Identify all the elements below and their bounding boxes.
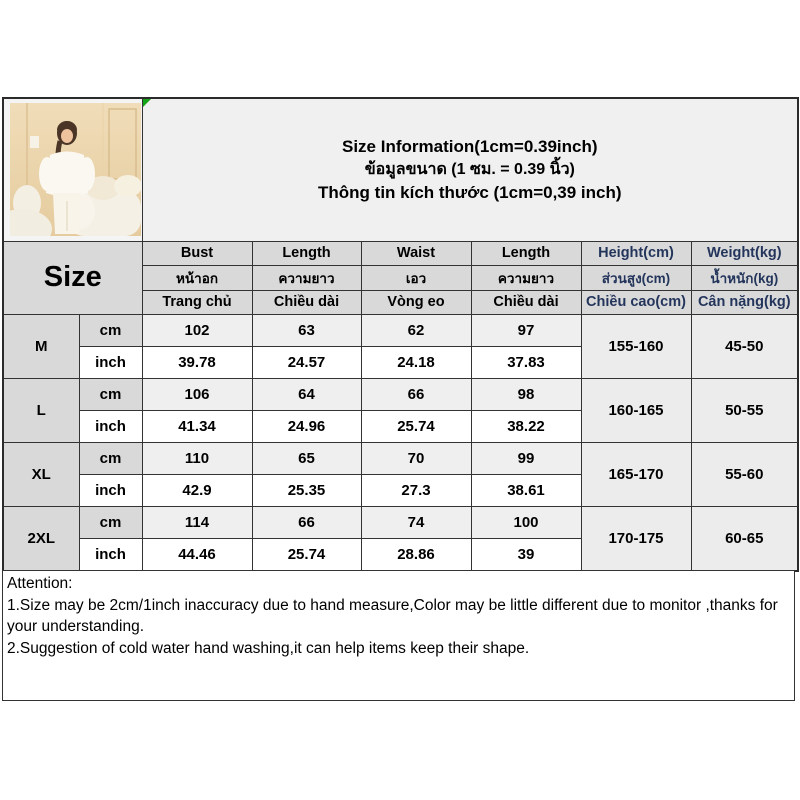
value-cell: 62 [361, 314, 471, 346]
value-cell: 70 [361, 442, 471, 474]
header-length2-th: ความยาว [471, 265, 581, 290]
header-height-vi: Chiều cao(cm) [581, 290, 691, 314]
value-cell: 42.9 [142, 474, 252, 506]
header-waist-vi: Vòng eo [361, 290, 471, 314]
header-length1-vi: Chiều dài [252, 290, 361, 314]
header-height-en: Height(cm) [581, 241, 691, 265]
value-cell: 114 [142, 506, 252, 538]
value-cell: 110 [142, 442, 252, 474]
unit-cell-cm: cm [79, 378, 142, 410]
value-cell: 102 [142, 314, 252, 346]
value-cell: 38.61 [471, 474, 581, 506]
value-cell: 98 [471, 378, 581, 410]
header-weight-th: น้ำหนัก(kg) [691, 265, 798, 290]
size-row-2xl: 2XL [3, 506, 79, 571]
value-cell: 39 [471, 538, 581, 571]
attention-note-1: 1.Size may be 2cm/1inch inaccuracy due to hand measure,Color may be little different due to monitor ,thanks for your understanding. [7, 596, 778, 635]
value-cell: 97 [471, 314, 581, 346]
value-cell: 74 [361, 506, 471, 538]
title-vietnamese: Thông tin kích thước (1cm=0,39 inch) [318, 183, 622, 203]
value-cell: 39.78 [142, 346, 252, 378]
height-range-cell: 160-165 [581, 378, 691, 442]
weight-range-cell: 55-60 [691, 442, 798, 506]
value-cell: 38.22 [471, 410, 581, 442]
title-thai: ข้อมูลขนาด (1 ซม. = 0.39 นิ้ว) [364, 161, 575, 179]
title-cell [142, 98, 798, 241]
header-waist-en: Waist [361, 241, 471, 265]
unit-cell-inch: inch [79, 346, 142, 378]
height-range-cell: 170-175 [581, 506, 691, 571]
header-length1-th: ความยาว [252, 265, 361, 290]
value-cell: 99 [471, 442, 581, 474]
header-bust-th: หน้าอก [142, 265, 252, 290]
value-cell: 24.57 [252, 346, 361, 378]
weight-range-cell: 50-55 [691, 378, 798, 442]
value-cell: 37.83 [471, 346, 581, 378]
value-cell: 28.86 [361, 538, 471, 571]
size-row-l: L [3, 378, 79, 442]
value-cell: 24.18 [361, 346, 471, 378]
attention-note [2, 570, 795, 701]
size-header: Size [3, 241, 142, 314]
unit-cell-cm: cm [79, 314, 142, 346]
header-weight-vi: Cân nặng(kg) [691, 290, 798, 314]
excel-flag-triangle-icon [143, 99, 151, 107]
weight-range-cell: 45-50 [691, 314, 798, 378]
header-length2-vi: Chiều dài [471, 290, 581, 314]
value-cell: 66 [361, 378, 471, 410]
unit-cell-cm: cm [79, 442, 142, 474]
value-cell: 27.3 [361, 474, 471, 506]
product-photo [4, 100, 142, 240]
attention-note-2: 2.Suggestion of cold water hand washing,it can help items keep their shape. [7, 639, 530, 657]
header-length2-en: Length [471, 241, 581, 265]
size-row-xl: XL [3, 442, 79, 506]
product-photo-cell [3, 98, 142, 241]
attention-heading: Attention: [7, 575, 73, 592]
value-cell: 100 [471, 506, 581, 538]
weight-range-cell: 60-65 [691, 506, 798, 571]
unit-cell-cm: cm [79, 506, 142, 538]
value-cell: 24.96 [252, 410, 361, 442]
size-table [2, 97, 799, 572]
header-height-th: ส่วนสูง(cm) [581, 265, 691, 290]
unit-cell-inch: inch [79, 538, 142, 571]
value-cell: 63 [252, 314, 361, 346]
header-length1-en: Length [252, 241, 361, 265]
unit-cell-inch: inch [79, 474, 142, 506]
value-cell: 25.74 [252, 538, 361, 571]
value-cell: 25.35 [252, 474, 361, 506]
height-range-cell: 165-170 [581, 442, 691, 506]
value-cell: 65 [252, 442, 361, 474]
header-waist-th: เอว [361, 265, 471, 290]
value-cell: 25.74 [361, 410, 471, 442]
value-cell: 64 [252, 378, 361, 410]
value-cell: 44.46 [142, 538, 252, 571]
header-bust-en: Bust [142, 241, 252, 265]
header-weight-en: Weight(kg) [691, 241, 798, 265]
value-cell: 106 [142, 378, 252, 410]
header-bust-vi: Trang chủ [142, 290, 252, 314]
height-range-cell: 155-160 [581, 314, 691, 378]
pajama-model-photo [10, 103, 141, 236]
unit-cell-inch: inch [79, 410, 142, 442]
value-cell: 66 [252, 506, 361, 538]
size-row-m: M [3, 314, 79, 378]
title-english: Size Information(1cm=0.39inch) [342, 137, 598, 157]
value-cell: 41.34 [142, 410, 252, 442]
